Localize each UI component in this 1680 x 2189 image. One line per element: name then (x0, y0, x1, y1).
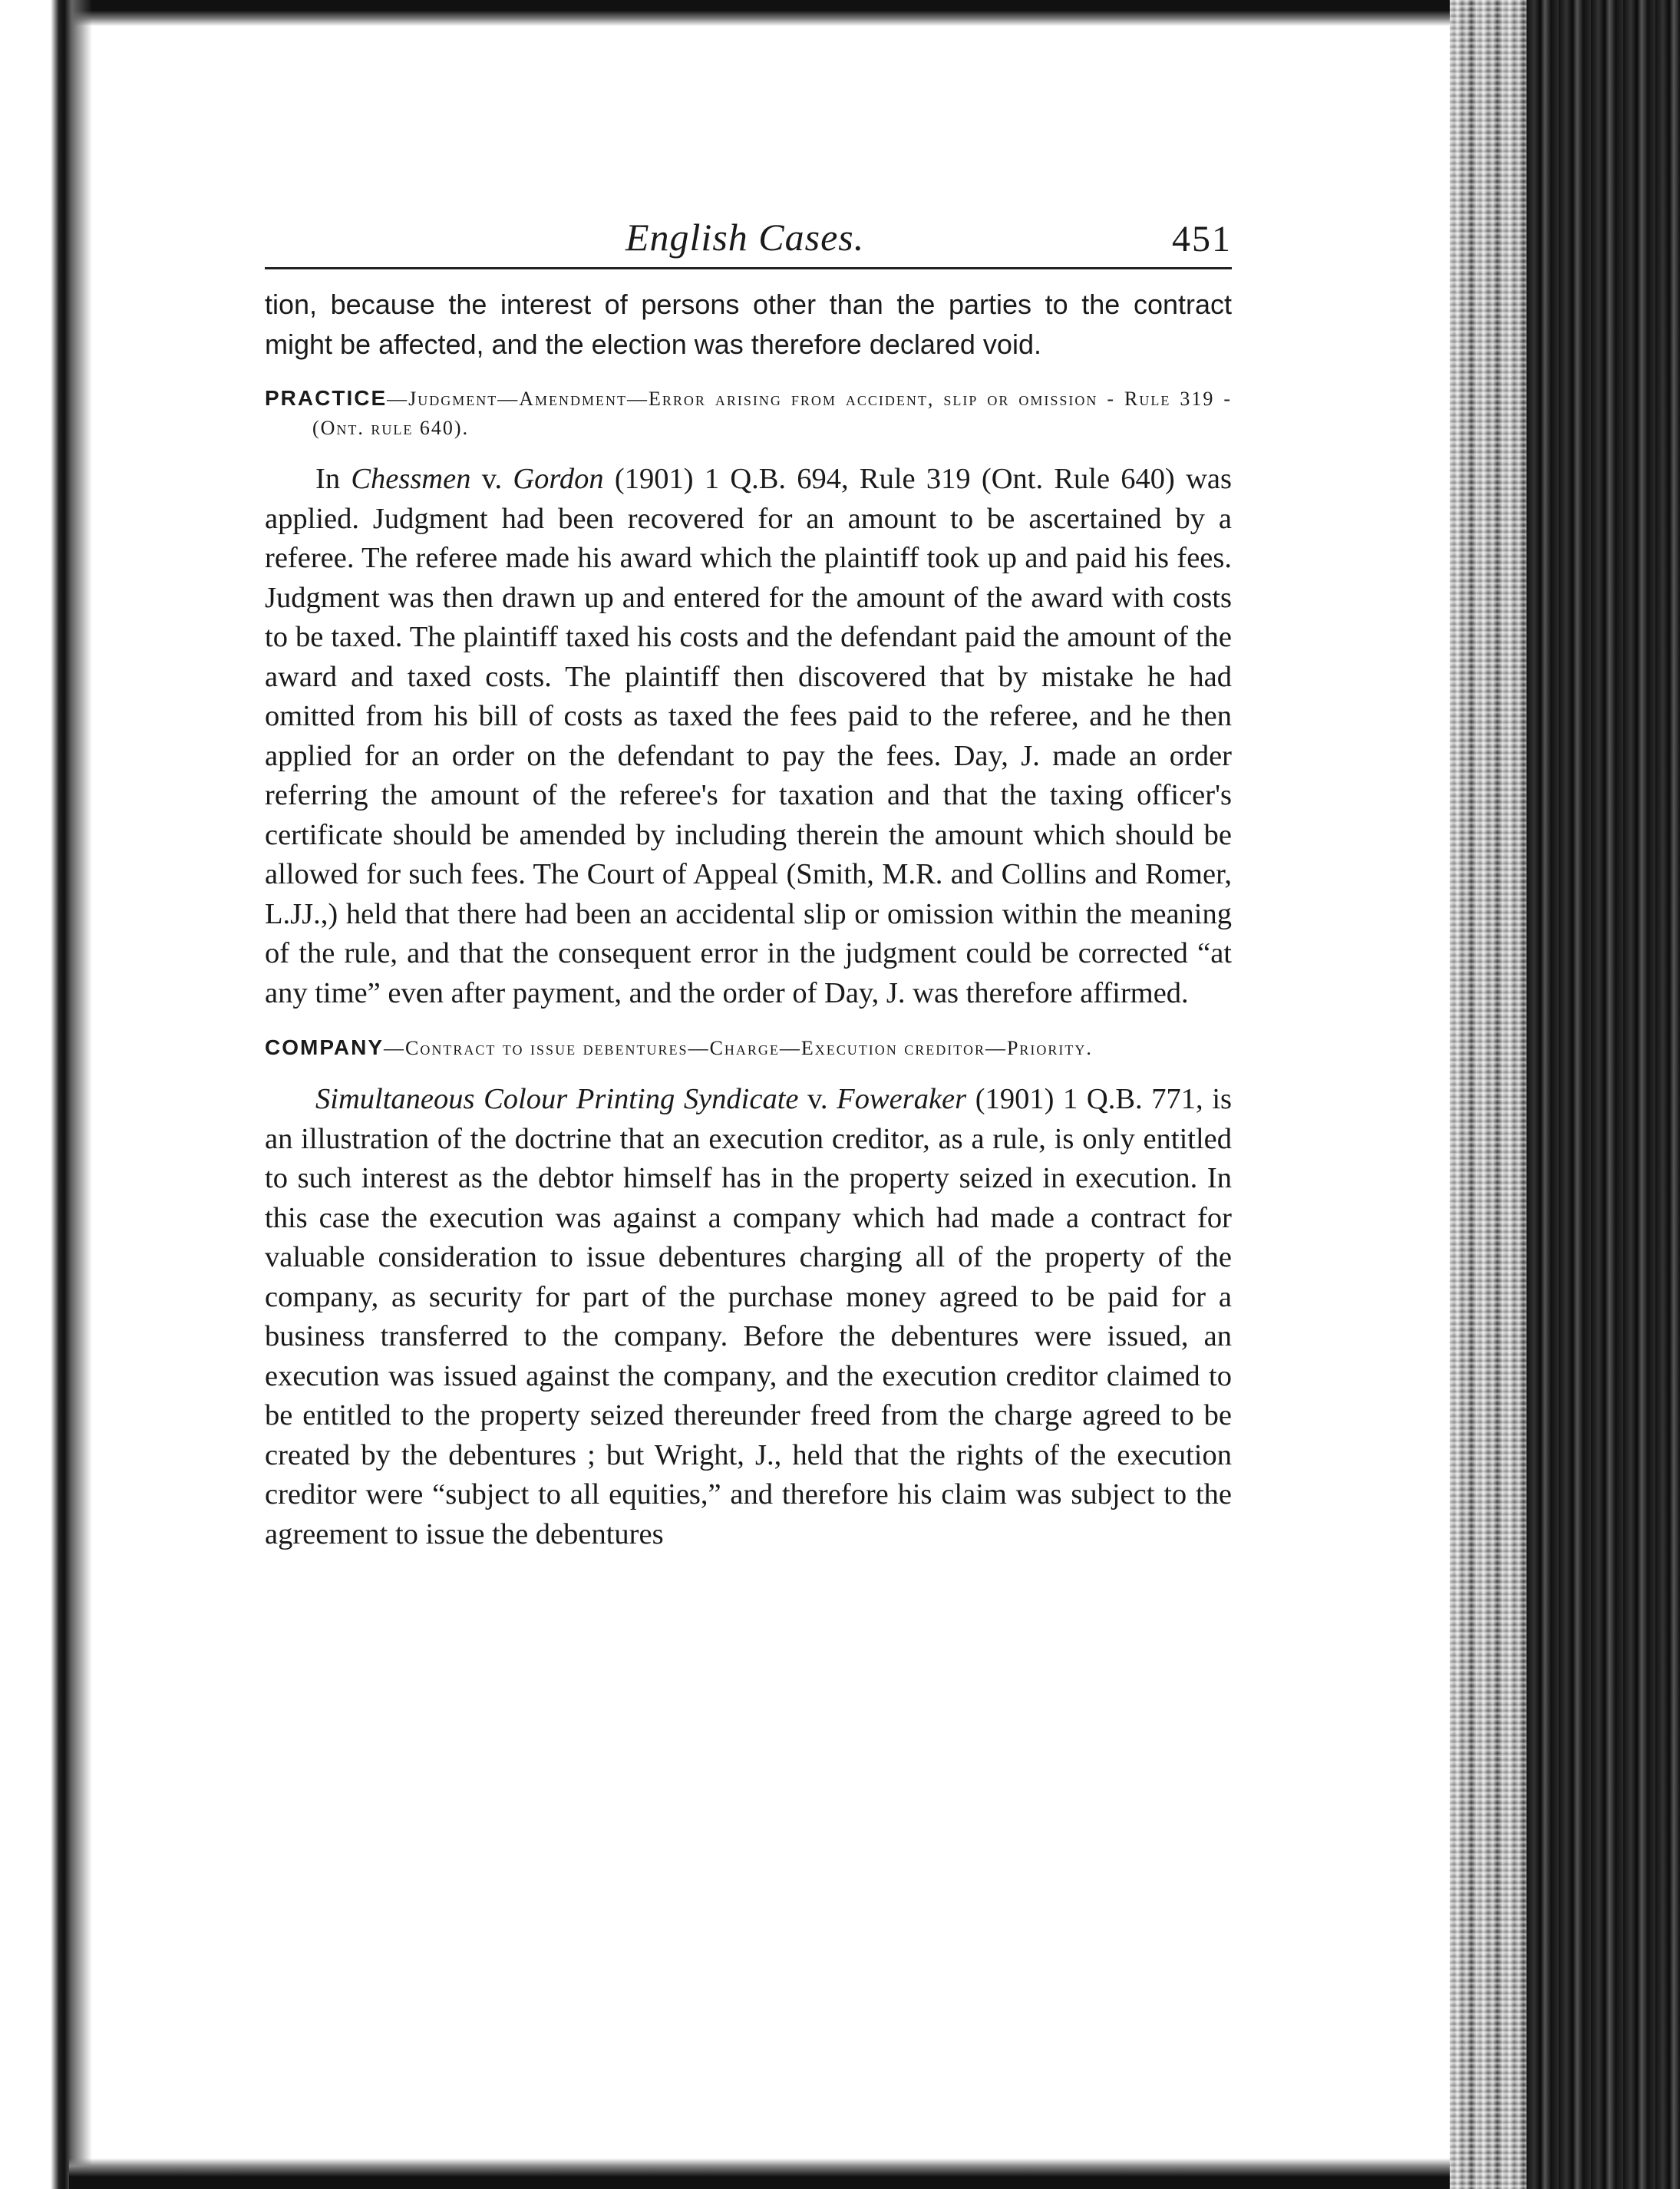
case-party-1: Simultaneous Colour Printing Syndicate (315, 1083, 799, 1115)
running-head-title: English Cases. (625, 216, 865, 259)
heading-subjects-practice: —Judgment—Amendment—Error arising from accident, slip or omission - Rule 319 -(Ont. rule 640). (312, 388, 1232, 439)
company-paragraph (265, 1080, 1232, 1554)
scan-edge-top (69, 0, 1474, 26)
running-head (265, 215, 1232, 269)
page (265, 215, 1232, 1554)
scan-edge-left (0, 0, 92, 2189)
practice-body: (1901) 1 Q.B. 694, Rule 319 (Ont. Rule 640) was applied. Judgment had been recovered for an amount to be ascertained by a referee. The referee made his award which the plaintiff took up and paid his fees. Judgment was then drawn up and entered for the amount of the award with costs to be taxed. The plaintiff taxed his costs and the defendant paid the amount of the award and taxed costs. The plaintiff then discovered that by mistake he had omitted from his bill of costs as taxed the fees paid to the referee, and he then applied for an order on the defendant to pay the fees. Day, J. made an order referring the amount of the referee's for taxation and that the taxing officer's certificate should be amended by including therein the amount which should be allowed for such fees. The Court of Appeal (Smith, M.R. and Collins and Romer, L.JJ.,) held that there had been an accidental slip or omission within the meaning of the rule, and that the consequent error in the judgment could be corrected “at any time” even after payment, and the order of Day, J. was therefore affirmed. (265, 463, 1232, 1009)
book-spine-band (1527, 0, 1680, 2189)
scan-speckle (1450, 0, 1527, 2189)
practice-paragraph: In Chessmen v. Gordon (1901) 1 Q.B. 694, Rule 319 (Ont. Rule 640) was applied. Judgment had been recovered for an amount to be ascertained by a referee. The referee made his award which the plaintiff took up and paid his fees. Judgment was then drawn up and entered for the amount of the award with costs to be taxed. The plaintiff taxed his costs and the defendant paid the amount of the award and taxed costs. The plaintiff then discovered that by mistake he had omitted from his bill of costs as taxed the fees paid to the referee, and he then applied for an order on the defendant to pay the fees. Day, J. made an order referring the amount of the referee's for taxation and that the taxing officer's certificate should be amended by including therein the amount which should be allowed for such fees. The Court of Appeal (Smith, M.R. and Collins and Romer, L.JJ.,) held that there had been an accidental slip or omission within the meaning of the rule, and that the consequent error in the judgment could be corrected “at any time” even after payment, and the order of Day, J. was therefore affirmed. (265, 463, 1232, 1009)
page-number: 451 (1172, 219, 1232, 259)
section-heading-company (265, 1033, 1232, 1063)
case-party-1: Chessmen (351, 463, 471, 495)
company-body: (1901) 1 Q.B. 771, is an illustration of the doctrine that an execution creditor, as a rule, is only entitled to such interest as the debtor himself has in the property seized in execution. In this case the execution was against a company which had made a contract for valuable consideration to issue debentures charging all of the property of the company, as security for part of the purchase money agreed to be paid for a business transferred to the company. Before the debentures were issued, an execution was issued against the company, and the execution creditor claimed to be entitled to the property seized thereunder freed from the charge agreed to be created by the debentures ; but Wright, J., held that the rights of the execution creditor were “subject to all equities,” and therefore his claim was subject to the agreement to issue the debentures (265, 1083, 1232, 1550)
continuation-paragraph: tion, because the interest of persons other than the parties to the contract might be affected, and the election was therefore declared void. (265, 289, 1232, 360)
scan-edge-bottom (69, 2158, 1474, 2189)
section-heading-practice (265, 384, 1232, 443)
case-versus: v. (798, 1083, 837, 1115)
heading-keyword-practice: PRACTICE (265, 386, 388, 410)
case-party-2: Foweraker (837, 1083, 967, 1115)
case-versus: v. (470, 463, 513, 495)
scan-edge-right (1450, 0, 1680, 2189)
heading-subjects-company: —Contract to issue debentures—Charge—Execution creditor—Priority. (384, 1037, 1093, 1059)
heading-keyword-company: COMPANY (265, 1035, 385, 1059)
case-party-2: Gordon (513, 463, 604, 495)
body-text (265, 285, 1232, 1554)
